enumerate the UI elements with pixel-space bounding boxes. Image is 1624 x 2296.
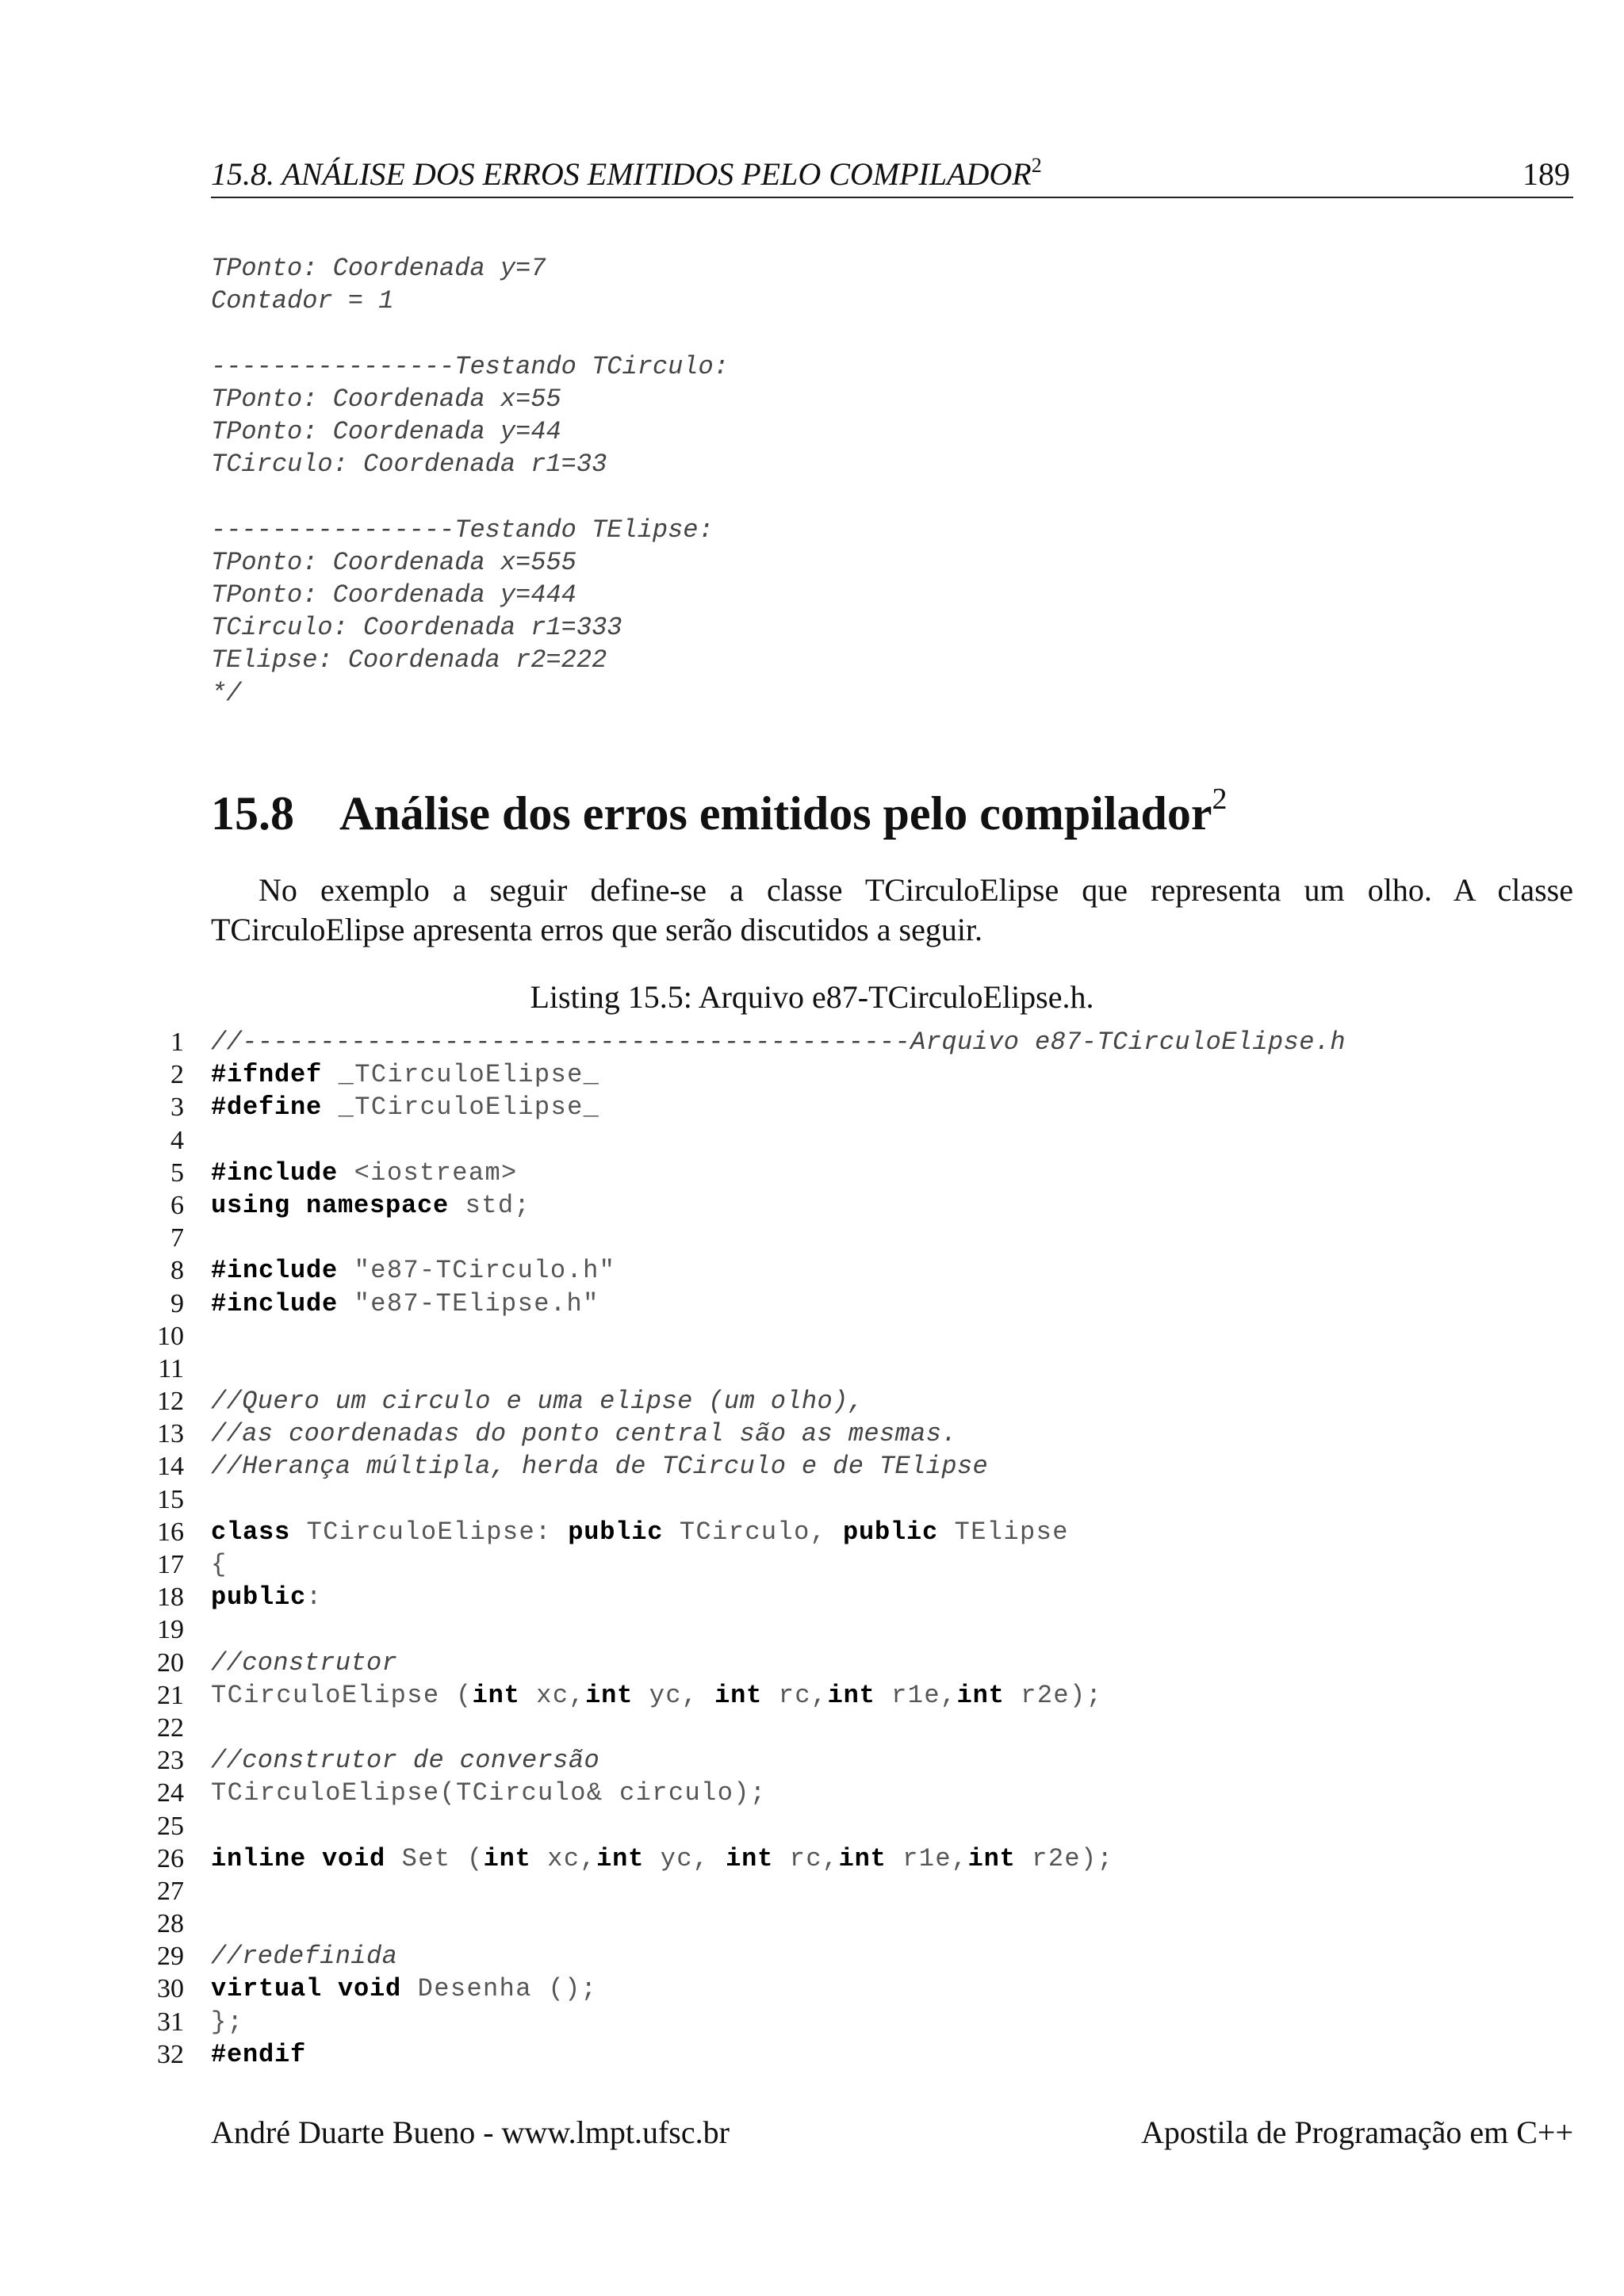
- code-comment: //redefinida: [211, 1942, 398, 1972]
- code-text: TCirculo,: [663, 1517, 843, 1547]
- code-text: };: [211, 2007, 244, 2037]
- line-code: [211, 2006, 243, 2038]
- line-code: [211, 1058, 599, 1091]
- code-text: r2e);: [1004, 1680, 1103, 1710]
- line-code: [211, 1581, 323, 1613]
- section-title: Análise dos erros emitidos pelo compilador: [339, 787, 1212, 840]
- page-number: 189: [1522, 156, 1570, 192]
- header-title-text: 15.8. ANÁLISE DOS ERROS EMITIDOS PELO COMPILADOR: [211, 156, 1032, 192]
- code-text: std;: [449, 1190, 531, 1220]
- code-keyword: virtual void: [211, 1974, 402, 2004]
- code-keyword: int: [596, 1843, 645, 1873]
- code-text: xc,: [530, 1843, 597, 1873]
- code-comment: //Herança múltipla, herda de TCirculo e de TElipse: [211, 1452, 989, 1482]
- line-number: 21: [157, 1680, 184, 1710]
- line-code: [211, 1189, 530, 1222]
- footer-author: André Duarte Bueno - www.lmpt.ufsc.br: [211, 2114, 730, 2150]
- output-line: ----------------Testando TCirculo:: [211, 351, 729, 381]
- line-number: 18: [157, 1582, 184, 1613]
- code-keyword: public: [842, 1517, 938, 1547]
- line-number: 11: [158, 1353, 184, 1383]
- line-code: [211, 1744, 599, 1777]
- code-text: TCirculoElipse (: [211, 1680, 473, 1710]
- code-text: yc,: [633, 1680, 715, 1710]
- code-keyword: using namespace: [211, 1190, 450, 1220]
- code-keyword: int: [714, 1680, 763, 1710]
- line-code: [211, 1940, 397, 1973]
- line-number: 22: [157, 1712, 184, 1743]
- code-keyword: int: [827, 1680, 875, 1710]
- code-text: rc,: [773, 1843, 839, 1873]
- output-line: ----------------Testando TElipse:: [211, 515, 714, 545]
- output-line: TPonto: Coordenada y=7: [211, 254, 546, 283]
- intro-paragraph: No exemplo a seguir define-se a classe TCirculoElipse que representa um olho. A classe TCirculoElipse apresenta erros que serão discutidos a seguir.: [211, 872, 1573, 947]
- code-text: TCirculoElipse:: [290, 1517, 569, 1547]
- code-text: Desenha ();: [401, 1974, 598, 2004]
- code-comment: //Quero um circulo e uma elipse (um olho),: [211, 1387, 864, 1417]
- code-keyword: #include: [211, 1256, 339, 1286]
- code-text: r1e,: [886, 1843, 968, 1873]
- footer-book-title: Apostila de Programação em C++: [1141, 2114, 1573, 2150]
- line-number: 25: [157, 1811, 184, 1841]
- line-number: 3: [170, 1093, 184, 1123]
- line-number: 15: [157, 1484, 184, 1514]
- output-line: TPonto: Coordenada x=55: [211, 384, 561, 414]
- code-text: Set (: [385, 1843, 484, 1873]
- line-number: 17: [157, 1550, 184, 1579]
- line-number: 31: [157, 2007, 184, 2037]
- code-keyword: int: [472, 1680, 520, 1710]
- line-number: 28: [157, 1909, 184, 1939]
- output-line: TPonto: Coordenada y=444: [211, 580, 576, 610]
- line-number: 16: [157, 1517, 184, 1547]
- running-header: [211, 152, 1573, 198]
- output-line: */: [211, 678, 242, 708]
- code-keyword: int: [483, 1843, 531, 1873]
- line-number: 13: [157, 1419, 184, 1449]
- code-comment: //construtor: [211, 1647, 398, 1678]
- line-number: 20: [157, 1647, 184, 1678]
- code-text: xc,: [519, 1680, 586, 1710]
- line-number: 1: [170, 1027, 184, 1057]
- code-keyword: int: [838, 1843, 887, 1873]
- code-text: yc,: [644, 1843, 726, 1873]
- section-number: 15.8: [211, 787, 294, 840]
- code-text: :: [306, 1582, 323, 1613]
- code-keyword: int: [956, 1680, 1005, 1710]
- code-text: _TCirculoElipse_: [322, 1093, 600, 1123]
- line-number: 19: [157, 1615, 184, 1645]
- code-comment: //as coordenadas do ponto central são as mesmas.: [211, 1419, 957, 1449]
- line-code: [211, 1157, 518, 1189]
- code-keyword: public: [211, 1582, 307, 1613]
- line-code: [211, 1026, 1346, 1058]
- header-title: [211, 155, 1042, 193]
- line-code: [211, 1973, 597, 2005]
- line-number: 9: [170, 1288, 184, 1318]
- line-number: 27: [157, 1876, 184, 1906]
- section-heading: [211, 783, 1228, 841]
- output-line: Contador = 1: [211, 286, 394, 316]
- line-code: [211, 2038, 306, 2071]
- line-code: [211, 1843, 1113, 1875]
- code-keyword: #define: [211, 1093, 323, 1123]
- line-code: [211, 1091, 599, 1123]
- line-number: 2: [170, 1060, 184, 1090]
- output-line: TPonto: Coordenada y=44: [211, 417, 561, 447]
- code-keyword: public: [568, 1517, 664, 1547]
- line-number: 23: [157, 1746, 184, 1776]
- line-number: 6: [170, 1190, 184, 1220]
- code-text: "e87-TElipse.h": [338, 1288, 599, 1318]
- line-number: 32: [157, 2039, 184, 2069]
- line-number: 12: [157, 1387, 184, 1417]
- code-comment: //-------------------------------------------Arquivo e87-TCirculoElipse.h: [211, 1027, 1346, 1057]
- line-code: [211, 1777, 767, 1809]
- line-code: [211, 1254, 615, 1287]
- code-keyword: int: [726, 1843, 774, 1873]
- code-keyword: inline void: [211, 1843, 386, 1873]
- code-text: _TCirculoElipse_: [322, 1060, 600, 1090]
- line-code: [211, 1288, 599, 1320]
- code-text: r2e);: [1015, 1843, 1114, 1873]
- line-code: [211, 1385, 864, 1418]
- header-footnote-mark: 2: [1031, 154, 1042, 177]
- output-line: TCirculo: Coordenada r1=33: [211, 450, 607, 480]
- line-number: 14: [157, 1452, 184, 1482]
- code-text: rc,: [762, 1680, 828, 1710]
- code-keyword: int: [585, 1680, 634, 1710]
- line-code: [211, 1548, 228, 1581]
- output-line: TPonto: Coordenada x=555: [211, 547, 576, 577]
- line-number: 7: [170, 1223, 184, 1253]
- code-keyword: #endif: [211, 2039, 307, 2069]
- code-keyword: #include: [211, 1158, 339, 1188]
- line-number: 26: [157, 1843, 184, 1873]
- line-number: 24: [157, 1778, 184, 1808]
- line-number: 29: [157, 1942, 184, 1972]
- code-keyword: int: [967, 1843, 1016, 1873]
- line-code: [211, 1679, 1102, 1712]
- line-code: [211, 1418, 957, 1450]
- line-number: 8: [170, 1256, 184, 1286]
- section-footnote-mark: 2: [1212, 783, 1228, 816]
- line-number: 4: [170, 1125, 184, 1155]
- code-text: {: [211, 1550, 228, 1579]
- line-number: 30: [157, 1974, 184, 2004]
- code-keyword: #include: [211, 1288, 339, 1318]
- line-number: 10: [157, 1321, 184, 1351]
- line-code: [211, 1516, 1069, 1548]
- code-text: "e87-TCirculo.h": [338, 1256, 616, 1286]
- code-comment: //construtor de conversão: [211, 1746, 600, 1776]
- code-text: r1e,: [875, 1680, 957, 1710]
- code-text: TElipse: [937, 1517, 1069, 1547]
- code-text: TCirculoElipse(TCirculo& circulo);: [211, 1778, 767, 1808]
- line-code: [211, 1450, 988, 1483]
- code-text: <iostream>: [338, 1158, 518, 1188]
- line-number: 5: [170, 1158, 184, 1188]
- code-keyword: #ifndef: [211, 1060, 323, 1090]
- listing-caption: Listing 15.5: Arquivo e87-TCirculoElipse.h.: [530, 979, 1094, 1015]
- output-line: TCirculo: Coordenada r1=333: [211, 613, 622, 643]
- program-output-block: [211, 252, 729, 710]
- code-keyword: class: [211, 1517, 291, 1547]
- output-line: TElipse: Coordenada r2=222: [211, 645, 607, 675]
- line-code: [211, 1647, 397, 1679]
